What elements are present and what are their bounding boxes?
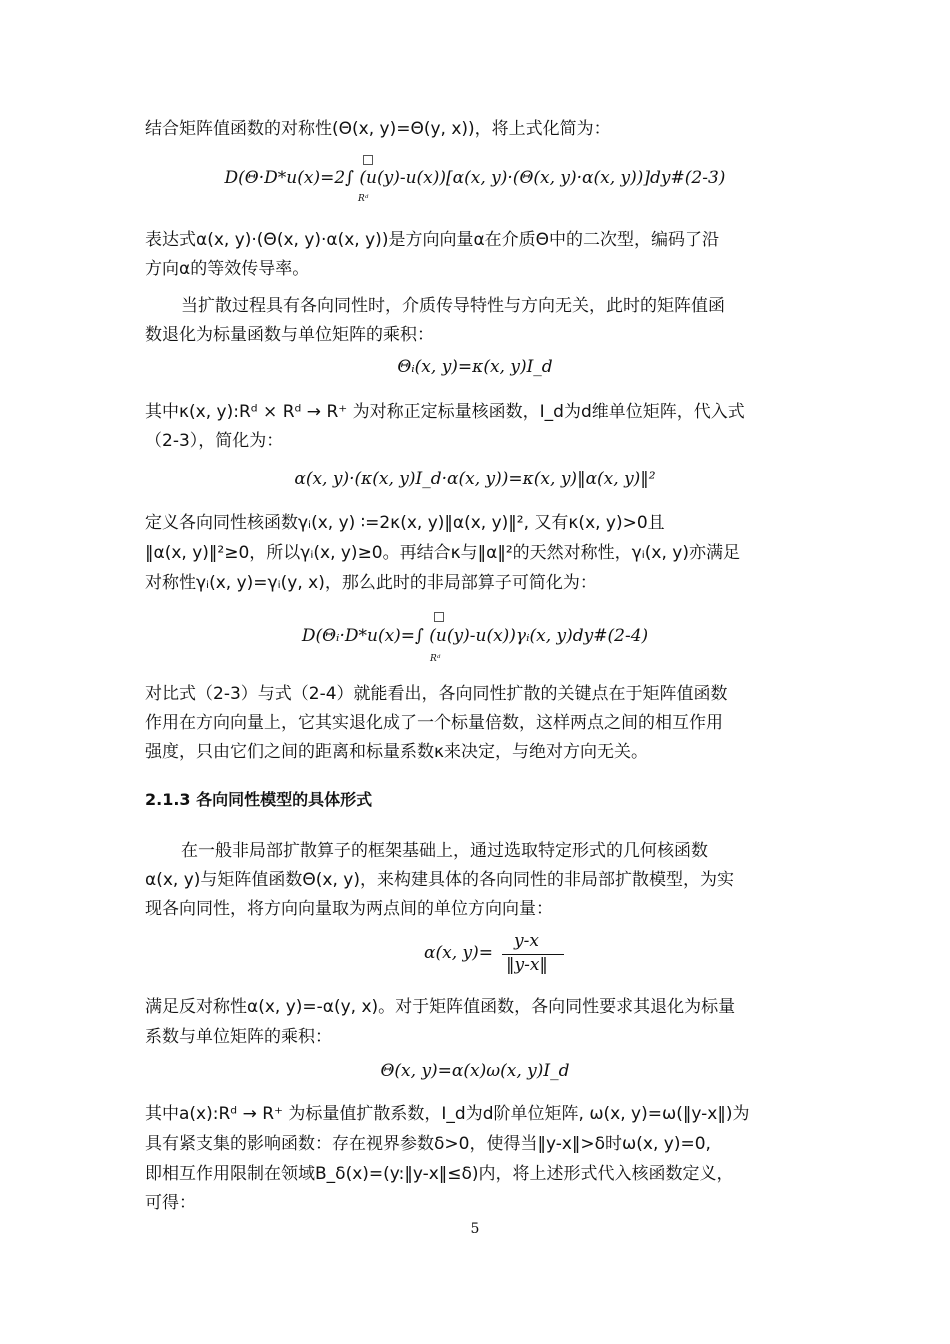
- body-text-line: 可得：: [145, 1193, 196, 1213]
- equation-matrix-form: Θ(x, y)=α(x)ω(x, y)I_d: [380, 1061, 570, 1081]
- body-text-line: 其中κ(x, y):Rᵈ × Rᵈ → R⁺ 为对称正定标量核函数，I_d为d维单位矩阵，代入式: [145, 402, 745, 422]
- body-text-line: ‖α(x, y)‖²≥0，所以γᵢ(x, y)≥0。再结合κ与‖α‖²的天然对称性，γᵢ(x, y)亦满足: [145, 543, 740, 563]
- body-text-line: 具有紧支集的影响函数：存在视界参数δ>0，使得当‖y-x‖>δ时ω(x, y)=0,: [145, 1134, 711, 1154]
- body-text-line: 对称性γᵢ(x, y)=γᵢ(y, x)，那么此时的非局部算子可简化为：: [145, 573, 597, 593]
- body-text-line: 定义各向同性核函数γᵢ(x, y) ∶=2κ(x, y)‖α(x, y)‖², 又有κ(x, y)>0且: [145, 513, 665, 533]
- body-text-line: 数退化为标量函数与单位矩阵的乘积：: [145, 325, 434, 345]
- body-text-line: 表达式α(x, y)·(Θ(x, y)·α(x, y))是方向向量α在介质Θ中的二次型，编码了沿: [145, 230, 720, 250]
- body-text-line: 对比式（2-3）与式（2-4）就能看出，各向同性扩散的关键点在于矩阵值函数: [145, 684, 728, 704]
- fraction-denominator: ‖y-x‖: [506, 955, 548, 975]
- equation-lhs: α(x, y)=: [424, 943, 493, 963]
- equation-isotropic-matrix: Θᵢ(x, y)=κ(x, y)I_d: [397, 357, 553, 377]
- section-heading: 2.1.3 各向同性模型的具体形式: [145, 790, 373, 809]
- body-text-line: 即相互作用限制在领域B_δ(x)=(y:‖y-x‖≤δ)内，将上述形式代入核函数定义，: [145, 1164, 734, 1184]
- placeholder-box-icon: [363, 155, 373, 165]
- body-text-line: 其中a(x):Rᵈ → R⁺ 为标量值扩散系数，I_d为d阶单位矩阵, ω(x, y)=ω(‖y-x‖)为: [145, 1104, 750, 1124]
- body-text-line: 作用在方向向量上，它其实退化成了一个标量倍数，这样两点之间的相互作用: [145, 713, 723, 733]
- body-text-line: 系数与单位矩阵的乘积：: [145, 1027, 332, 1047]
- fraction-numerator: y-x: [514, 931, 539, 951]
- equation-2-3: D(Θ·D*u(x)=2∫ (u(y)-u(x))[α(x, y)·(Θ(x, y)·α(x, y))]dy#(2-3): [224, 168, 726, 188]
- integral-domain: Rᵈ: [358, 194, 369, 204]
- body-text-line: α(x, y)与矩阵值函数Θ(x, y)，来构建具体的各向同性的非局部扩散模型，为实: [145, 870, 734, 890]
- body-text-line: 在一般非局部扩散算子的框架基础上，通过选取特定形式的几何核函数: [181, 841, 708, 861]
- body-text-line: 当扩散过程具有各向同性时，介质传导特性与方向无关，此时的矩阵值函: [181, 296, 725, 316]
- body-text-line: 满足反对称性α(x, y)=-α(y, x)。对于矩阵值函数，各向同性要求其退化为标量: [145, 997, 736, 1017]
- equation-quadratic-form: α(x, y)·(κ(x, y)I_d·α(x, y))=κ(x, y)‖α(x, y)‖²: [294, 469, 656, 489]
- equation-2-4: D(Θᵢ·D*u(x)=∫ (u(y)-u(x))γᵢ(x, y)dy#(2-4): [301, 626, 649, 646]
- body-text-line: 现各向同性，将方向向量取为两点间的单位方向向量：: [145, 899, 553, 919]
- page-number: 5: [470, 1221, 480, 1237]
- body-text-line: 方向α的等效传导率。: [145, 259, 310, 279]
- body-text-line: 强度，只由它们之间的距离和标量系数κ来决定，与绝对方向无关。: [145, 742, 649, 762]
- integral-domain: Rᵈ: [430, 654, 441, 664]
- body-text-line: 结合矩阵值函数的对称性(Θ(x, y)=Θ(y, x))，将上式化简为：: [145, 119, 611, 139]
- placeholder-box-icon: [434, 612, 444, 622]
- body-text-line: （2-3），简化为：: [145, 431, 284, 451]
